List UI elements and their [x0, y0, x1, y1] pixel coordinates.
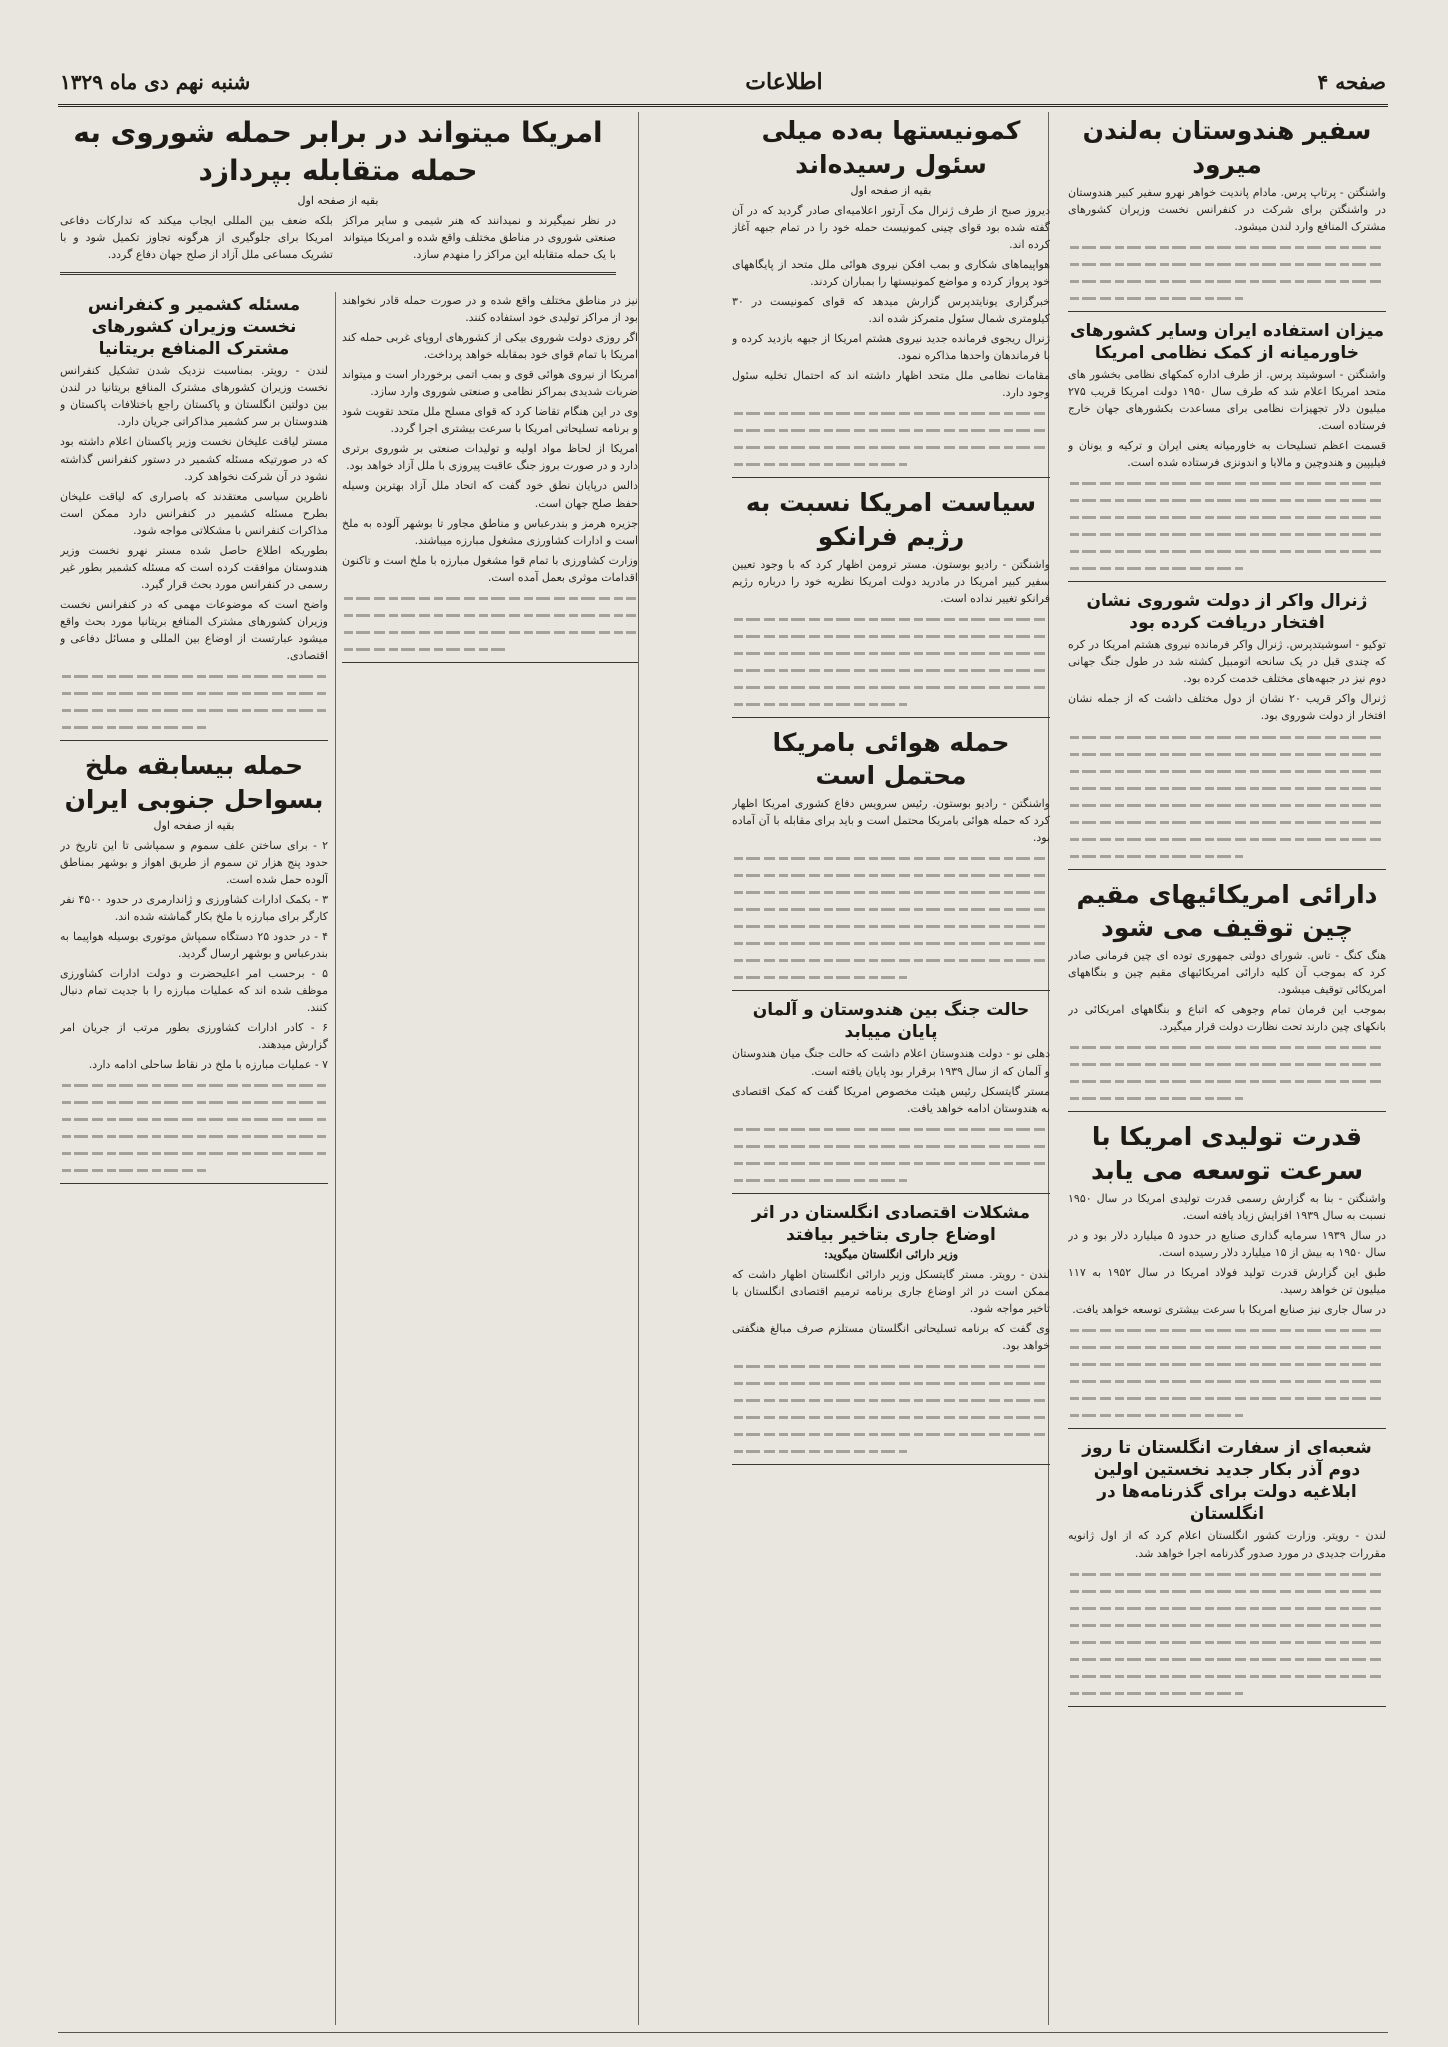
- text-line: [732, 968, 1050, 985]
- article: [1068, 1437, 1386, 1706]
- article-paragraph: در سال جاری نیز صنایع امریکا با سرعت بیشتری توسعه خواهد یافت.: [1072, 1303, 1386, 1317]
- article-paragraph: وی گفت که برنامه تسلیحاتی انگلستان مستلزم صرف مبالغ هنگفتی خواهد بود.: [732, 1322, 1050, 1353]
- text-line: [60, 684, 328, 701]
- text-line: [1068, 847, 1386, 864]
- text-lines-texture: [732, 1120, 1050, 1188]
- article: [732, 114, 1050, 478]
- article-headline: ژنرال واکر از دولت شوروی نشان افتخار دریافت کرده بود: [1086, 591, 1368, 634]
- masthead: [60, 62, 1386, 102]
- text-line: [1068, 1684, 1386, 1701]
- text-line: [1068, 542, 1386, 559]
- text-lines-texture: [732, 1357, 1050, 1459]
- banner-article: [60, 110, 616, 279]
- text-line: [1068, 1372, 1386, 1389]
- article-paragraph: واشنگتن - پرتاپ پرس. مادام پاندیت خواهر نهرو سفیر کبیر هندوستان در واشنگتن برای شرکت در کنفرانس نخست وزیران کشورهای مشترک المنافع وارد لندن میشود.: [1068, 185, 1386, 233]
- text-line: [60, 667, 328, 684]
- article-paragraph: طبق این گزارش قدرت تولید فولاد امریکا در سال ۱۹۵۲ به ۱۱۷ میلیون تن خواهد رسید.: [1068, 1265, 1386, 1296]
- divider: [732, 1464, 1050, 1465]
- text-line: [1068, 1321, 1386, 1338]
- text-line: [732, 951, 1050, 968]
- text-line: [732, 404, 1050, 421]
- text-line: [342, 606, 638, 623]
- article-paragraph: واشنگتن - رادیو بوستون. مستر ترومن اظهار کرد که با وجود تعیین سفیر کبیر امریکا در مادرید دولت امریکا نظریه خود را درباره رژیم فرانکو تغییر نداده است.: [732, 557, 1050, 605]
- text-lines-texture: [1068, 1565, 1386, 1701]
- text-lines-texture: [732, 849, 1050, 985]
- text-line: [1068, 1055, 1386, 1072]
- article: [1068, 114, 1386, 312]
- article: [60, 294, 328, 741]
- text-line: [732, 1357, 1050, 1374]
- text-line: [732, 900, 1050, 917]
- article-paragraph: بطوریکه اطلاع حاصل شده مستر نهرو نخست وزیر هندوستان موافقت کرده است که مسئله کشمیر بطور غیر رسمی در کنفرانس مورد بحث قرار گیرد.: [60, 543, 328, 591]
- text-line: [1068, 474, 1386, 491]
- text-line: [60, 718, 328, 735]
- text-line: [1068, 1650, 1386, 1667]
- text-line: [60, 1161, 328, 1178]
- text-line: [732, 1425, 1050, 1442]
- text-line: [1068, 1633, 1386, 1650]
- article-paragraph: در نظر نمیگیرند و نمیدانند که هنر شیمی و سایر مراکز صنعتی شوروی در مناطق مختلف واقع شده و امریکا میتواند با یک حمله متقابله این مراکز را منهدم سازد.: [343, 213, 616, 261]
- article: [732, 726, 1050, 992]
- divider: [732, 990, 1050, 991]
- text-lines-texture: [60, 1076, 328, 1178]
- text-lines-texture: [60, 667, 328, 735]
- article-paragraph: نیز در مناطق مختلف واقع شده و در صورت حمله قادر نخواهند بود از مراکز تولیدی خود استفاده کنند.: [342, 294, 638, 325]
- text-line: [732, 1391, 1050, 1408]
- text-line: [1068, 1355, 1386, 1372]
- text-lines-texture: [732, 610, 1050, 712]
- text-line: [1068, 559, 1386, 576]
- banner-body: [60, 212, 616, 266]
- text-line: [1068, 1616, 1386, 1633]
- text-line: [1068, 813, 1386, 830]
- banner-subcolumn: [60, 212, 333, 266]
- article-paragraph: بموجب این فرمان تمام وجوهی که اتباع و بنگاههای امریکائی در بانکهای چین دارند تحت نظارت دولت قرار میگیرد.: [1068, 1003, 1386, 1034]
- text-line: [60, 1093, 328, 1110]
- article-headline: حمله هوائی بامریکا محتمل است: [772, 727, 1010, 791]
- text-line: [1068, 255, 1386, 272]
- banner-headline: امریکا میتواند در برابر حمله شوروی به حمله متقابله بپردازد: [73, 116, 603, 187]
- text-line: [1068, 525, 1386, 542]
- text-line: [1068, 238, 1386, 255]
- article-paragraph: امریکا از لحاظ مواد اولیه و تولیدات صنعتی بر شوروی برتری دارد و در صورت بروز جنگ عاقبت پیروزی با ملل آزاد خواهد بود.: [342, 442, 638, 473]
- text-line: [342, 623, 638, 640]
- article-headline: قدرت تولیدی امریکا با سرعت توسعه می یابد: [1090, 1122, 1364, 1186]
- article: [1068, 590, 1386, 869]
- divider: [732, 717, 1050, 718]
- article-paragraph: اگر روزی دولت شوروی بیکی از کشورهای اروپای غربی حمله کند امریکا با تمام قوای خود بمقابله خواهد پرداخت.: [342, 331, 638, 362]
- article-paragraph: واشنگتن - رادیو بوستون. رئیس سرویس دفاع کشوری امریکا اظهار کرد که حمله هوائی بامریکا محتمل است و باید برای مقابله با آن آماده بود.: [732, 797, 1050, 845]
- text-line: [732, 627, 1050, 644]
- column-right: [1068, 110, 1386, 2027]
- article: [342, 292, 638, 663]
- text-line: [732, 1137, 1050, 1154]
- text-lines-texture: [1068, 1038, 1386, 1106]
- text-line: [60, 701, 328, 718]
- text-line: [1068, 779, 1386, 796]
- divider: [1068, 311, 1386, 312]
- text-line: [732, 678, 1050, 695]
- text-line: [732, 934, 1050, 951]
- text-line: [732, 661, 1050, 678]
- text-line: [1068, 1089, 1386, 1106]
- article-headline: دارائی امریکائیهای مقیم چین توقیف می شود: [1076, 879, 1378, 943]
- text-line: [732, 421, 1050, 438]
- text-lines-texture: [1068, 1321, 1386, 1423]
- article-headline: حمله بیسابقه ملخ بسواحل جنوبی ایران: [64, 751, 324, 814]
- column-middle: [732, 110, 1050, 2027]
- article-paragraph: ژنرال ریجوی فرمانده جدید نیروی هشتم امریکا از جبهه بازدید کرده و با فرماندهان واحدها مذاکره نمود.: [732, 331, 1050, 362]
- text-line: [1068, 1565, 1386, 1582]
- article-subhead: وزیر دارائی انگلستان میگوید:: [823, 1247, 959, 1261]
- article-headline: شعبه‌ای از سفارت انگلستان تا روز دوم آذر بکار جدید نخستین اولین ابلاغیه دولت برای گذرنامه‌ها در انگلستان: [1082, 1438, 1372, 1525]
- continued-note: بقیه از صفحه اول: [153, 818, 235, 832]
- article: [1068, 320, 1386, 582]
- divider: [732, 477, 1050, 478]
- divider: [1068, 869, 1386, 870]
- divider: [1068, 581, 1386, 582]
- article-paragraph: خبرگزاری یونایتدپرس گزارش میدهد که قوای کمونیست در ۳۰ کیلومتری شمال سئول متمرکز شده اند.: [732, 294, 1050, 325]
- text-line: [60, 1076, 328, 1093]
- text-line: [732, 883, 1050, 900]
- article-paragraph: قسمت اعظم تسلیحات به خاورمیانه یعنی ایران و ترکیه و یونان و فیلیپین و هندوچین و مالایا و اندونزی فرستاده شده است.: [1068, 439, 1386, 470]
- text-line: [732, 438, 1050, 455]
- text-line: [60, 1127, 328, 1144]
- article-paragraph: ۳ - بکمک ادارات کشاورزی و ژاندارمری در حدود ۴۵۰۰ نفر کارگر برای مبارزه با ملخ بکار گماشته شده اند.: [60, 892, 328, 923]
- divider: [1068, 1706, 1386, 1707]
- article-paragraph: هواپیماهای شکاری و بمب افکن نیروی هوائی ملل متحد از پایگاههای خود پرواز کرده و مواضع کمونیستها را بمباران کردند.: [732, 257, 1050, 288]
- text-line: [60, 1144, 328, 1161]
- article-paragraph: دیروز صبح از طرف ژنرال مک آرتور اعلامیه‌ای صادر گردید که در آن گفته شده بود قوای چینی کمونیست حمله خود را در تمام جبهه آغاز کرده اند.: [732, 203, 1050, 251]
- article-paragraph: وی در این هنگام تقاضا کرد که قوای مسلح ملل متحد تقویت شود و برنامه تسلیحاتی امریکا با سرعت بیشتری اجرا گردد.: [342, 405, 638, 436]
- column-divider: [335, 292, 336, 2025]
- text-line: [1068, 1599, 1386, 1616]
- article-headline: مسئله کشمیر و کنفرانس نخست وزیران کشورهای مشترک المنافع بریتانیا: [87, 295, 301, 360]
- text-line: [1068, 1072, 1386, 1089]
- text-line: [732, 849, 1050, 866]
- text-line: [732, 1171, 1050, 1188]
- article-paragraph: ناظرین سیاسی معتقدند که باصراری که لیاقت علیخان بطرح مسئله کشمیر در کنفرانس دارد ممکن است مذاکرات کنفرانس با مشکلاتی مواجه شود.: [60, 489, 328, 537]
- text-line: [1068, 289, 1386, 306]
- divider: [60, 272, 616, 275]
- text-line: [732, 1154, 1050, 1171]
- divider: [60, 740, 328, 741]
- text-lines-texture: [732, 404, 1050, 472]
- text-line: [1068, 762, 1386, 779]
- text-lines-texture: [1068, 728, 1386, 864]
- banner-subcolumn: [343, 212, 616, 266]
- text-line: [732, 1442, 1050, 1459]
- article-headline: کمونیستها به‌ده میلی سئول رسیده‌اند: [761, 116, 1021, 179]
- article-paragraph: بلکه ضعف بین المللی ایجاب میکند که تدارکات دفاعی امریکا برای جلوگیری از هرگونه تجاوز تکمیل شود و با تشریک مساعی ملل آزاد از صلح جهان دفاع گردد.: [60, 213, 333, 261]
- article-paragraph: هنگ کنگ - تاس. شورای دولتی جمهوری توده ای چین فرمانی صادر کرد که بموجب آن کلیه دارائی امریکائیهای مقیم چین و بنگاههای امریکائی توقیف میشود.: [1068, 949, 1386, 997]
- article-paragraph: مستر گایتسکل رئیس هیئت مخصوص امریکا گفت که کمک اقتصادی به هندوستان ادامه خواهد یافت.: [732, 1084, 1050, 1115]
- article-headline: مشکلات اقتصادی انگلستان در اثر اوضاع جاری بتاخیر بیافتد: [751, 1202, 1031, 1245]
- text-line: [1068, 1038, 1386, 1055]
- text-lines-texture: [342, 589, 638, 657]
- article-headline: حالت جنگ بین هندوستان و آلمان پایان مییابد: [752, 1000, 1030, 1043]
- text-line: [1068, 1338, 1386, 1355]
- article-paragraph: لندن - رویتر. مستر گایتسکل وزیر دارائی انگلستان اظهار داشت که ممکن است در اثر اوضاع جاری برنامه ترمیم اقتصادی انگلستان با تاخیر مواجه شود.: [732, 1267, 1050, 1315]
- text-line: [732, 1408, 1050, 1425]
- text-line: [732, 1374, 1050, 1391]
- article-paragraph: واشنگتن - اسوشیتد پرس. از طرف اداره کمکهای نظامی بخشور های متحد امریکا اعلام شد که طرف سال ۱۹۵۰ دولت امریکا قریب ۲۷۵ میلیون دلار تجهیزات نظامی برای مساعدت بکشورهای جهان خارج فرستاده است.: [1068, 367, 1386, 432]
- article-paragraph: واشنگتن - بنا به گزارش رسمی قدرت تولیدی امریکا در سال ۱۹۵۰ نسبت به سال ۱۹۳۹ افزایش زیاد یافته است.: [1068, 1191, 1386, 1222]
- text-line: [1068, 491, 1386, 508]
- article-headline: سفیر هندوستان به‌لندن میرود: [1082, 116, 1372, 179]
- article-paragraph: ۴ - در حدود ۲۵ دستگاه سمپاش موتوری بوسیله هواپیما به بندرعباس و بوشهر ارسال گردید.: [60, 929, 328, 960]
- text-line: [1068, 745, 1386, 762]
- article-paragraph: واضح است که موضوعات مهمی که در کنفرانس نخست وزیران کشورهای مشترک المنافع بریتانیا مورد بحث واقع میشود عبارتست از اوضاع بین المللی و مسائل دفاعی و اقتصادی.: [60, 597, 328, 663]
- article-paragraph: ۵ - برحسب امر اعلیحضرت و دولت ادارات کشاورزی موظف شده اند که عملیات مبارزه را با جدیت تمام دنبال کنند.: [60, 966, 328, 1014]
- article-paragraph: توکیو - اسوشیتدپرس. ژنرال واکر فرمانده نیروی هشتم امریکا در کره که چندی قبل در یک سانحه اتومبیل کشته شد در طول جنگ جهانی دوم نیز در جبهه‌های مختلف خدمت کرده بود.: [1068, 638, 1386, 686]
- divider: [342, 662, 638, 663]
- footer-rule: [58, 2032, 1388, 2033]
- article: [732, 999, 1050, 1193]
- text-line: [732, 866, 1050, 883]
- text-line: [1068, 830, 1386, 847]
- issue-date: شنبه نهم دی ماه ۱۳۲۹: [60, 70, 251, 94]
- text-line: [60, 1110, 328, 1127]
- article-paragraph: ۶ - کادر ادارات کشاورزی بطور مرتب از جریان امر گزارش میدهند.: [60, 1021, 328, 1052]
- text-line: [1068, 1667, 1386, 1684]
- paper-name: اطلاعات: [745, 69, 823, 95]
- article: [732, 1202, 1050, 1465]
- text-line: [732, 1120, 1050, 1137]
- column-left-inner: [342, 292, 638, 2027]
- masthead-rule: [58, 104, 1388, 107]
- article-headline: سیاست امریکا نسبت به رژیم فرانکو: [745, 488, 1037, 551]
- divider: [1068, 1111, 1386, 1112]
- article-paragraph: در سال ۱۹۳۹ سرمایه گذاری صنایع در حدود ۵ میلیارد دلار بود و در سال ۱۹۵۰ به بیش از ۱۵ میلیارد دلار رسیده است.: [1068, 1228, 1386, 1259]
- article-paragraph: ژنرال واکر قریب ۲۰ نشان از دول مختلف داشت که از جمله نشان افتخار از دولت شوروی بود.: [1068, 692, 1386, 723]
- text-line: [1068, 1406, 1386, 1423]
- text-line: [1068, 796, 1386, 813]
- text-line: [732, 917, 1050, 934]
- divider: [1068, 1428, 1386, 1429]
- text-line: [1068, 272, 1386, 289]
- text-line: [1068, 728, 1386, 745]
- text-line: [1068, 508, 1386, 525]
- article-paragraph: دالس درپایان نطق خود گفت که اتحاد ملل آزاد بهترین وسیله حفظ صلح جهان است.: [342, 479, 638, 510]
- text-line: [342, 640, 638, 657]
- article-paragraph: لندن - رویتر. وزارت کشور انگلستان اعلام کرد که از اول ژانویه مقررات جدیدی در مورد صدور گذرنامه اجرا خواهد شد.: [1068, 1529, 1386, 1560]
- article-paragraph: دهلی نو - دولت هندوستان اعلام داشت که حالت جنگ میان هندوستان و آلمان که از سال ۱۹۳۹ برقرار بود پایان یافته است.: [732, 1047, 1050, 1078]
- divider: [60, 1183, 328, 1184]
- text-lines-texture: [1068, 474, 1386, 576]
- text-lines-texture: [1068, 238, 1386, 306]
- text-line: [732, 610, 1050, 627]
- column-left-outer: [60, 292, 328, 2027]
- article-paragraph: مقامات نظامی ملل متحد اظهار داشته اند که احتمال تخلیه سئول وجود دارد.: [732, 368, 1050, 399]
- article-paragraph: جزیره هرمز و بندرعباس و مناطق مجاور تا بوشهر آلوده به ملخ است و ادارات کشاورزی مشغول مبارزه میباشند.: [342, 516, 638, 547]
- article-paragraph: وزارت کشاورزی با تمام قوا مشغول مبارزه با ملخ است و تاکنون اقدامات موثری بعمل آمده است.: [342, 553, 638, 584]
- page-number: صفحه ۴: [1317, 70, 1386, 94]
- article: [60, 749, 328, 1184]
- text-line: [1068, 1582, 1386, 1599]
- text-line: [732, 644, 1050, 661]
- article-paragraph: امریکا از نیروی هوائی قوی و بمب اتمی برخوردار است و میتواند ضربات شدیدی بمراکز نظامی و صنعتی شوروی وارد سازد.: [342, 368, 638, 399]
- article: [1068, 878, 1386, 1113]
- continued-note: بقیه از صفحه اول: [850, 183, 932, 197]
- column-divider: [638, 112, 639, 2025]
- divider: [732, 1193, 1050, 1194]
- article: [1068, 1120, 1386, 1429]
- text-line: [732, 695, 1050, 712]
- article: [732, 486, 1050, 718]
- article-headline: میزان استفاده ایران وسایر کشورهای خاورمیانه از کمک نظامی امریکا: [1069, 320, 1385, 363]
- article-paragraph: ۷ - عملیات مبارزه با ملخ در نقاط ساحلی ادامه دارد.: [88, 1058, 328, 1072]
- continued-note: بقیه از صفحه اول: [297, 193, 379, 207]
- article-paragraph: مستر لیاقت علیخان نخست وزیر پاکستان اعلام داشته بود که در صورتیکه مسئله کشمیر در دستور کنفرانس گذاشته نشود در آن شرکت نخواهد کرد.: [60, 435, 328, 483]
- text-line: [1068, 1389, 1386, 1406]
- article-paragraph: لندن - رویتر. بمناسبت نزدیک شدن تشکیل کنفرانس نخست وزیران کشورهای مشترک المنافع بریتانیا در لندن بین دولتین انگلستان و پاکستان راجع باختلافات پاکستان و هندوستان بر سر کشمیر مذاکراتی جریان دارد.: [60, 364, 328, 429]
- text-line: [732, 455, 1050, 472]
- text-line: [342, 589, 638, 606]
- article-paragraph: ۲ - برای ساختن علف سموم و سمپاشی تا این تاریخ در حدود پنج هزار تن سموم از طریق اهواز و بوشهر بمناطق آلوده حمل شده است.: [60, 838, 328, 886]
